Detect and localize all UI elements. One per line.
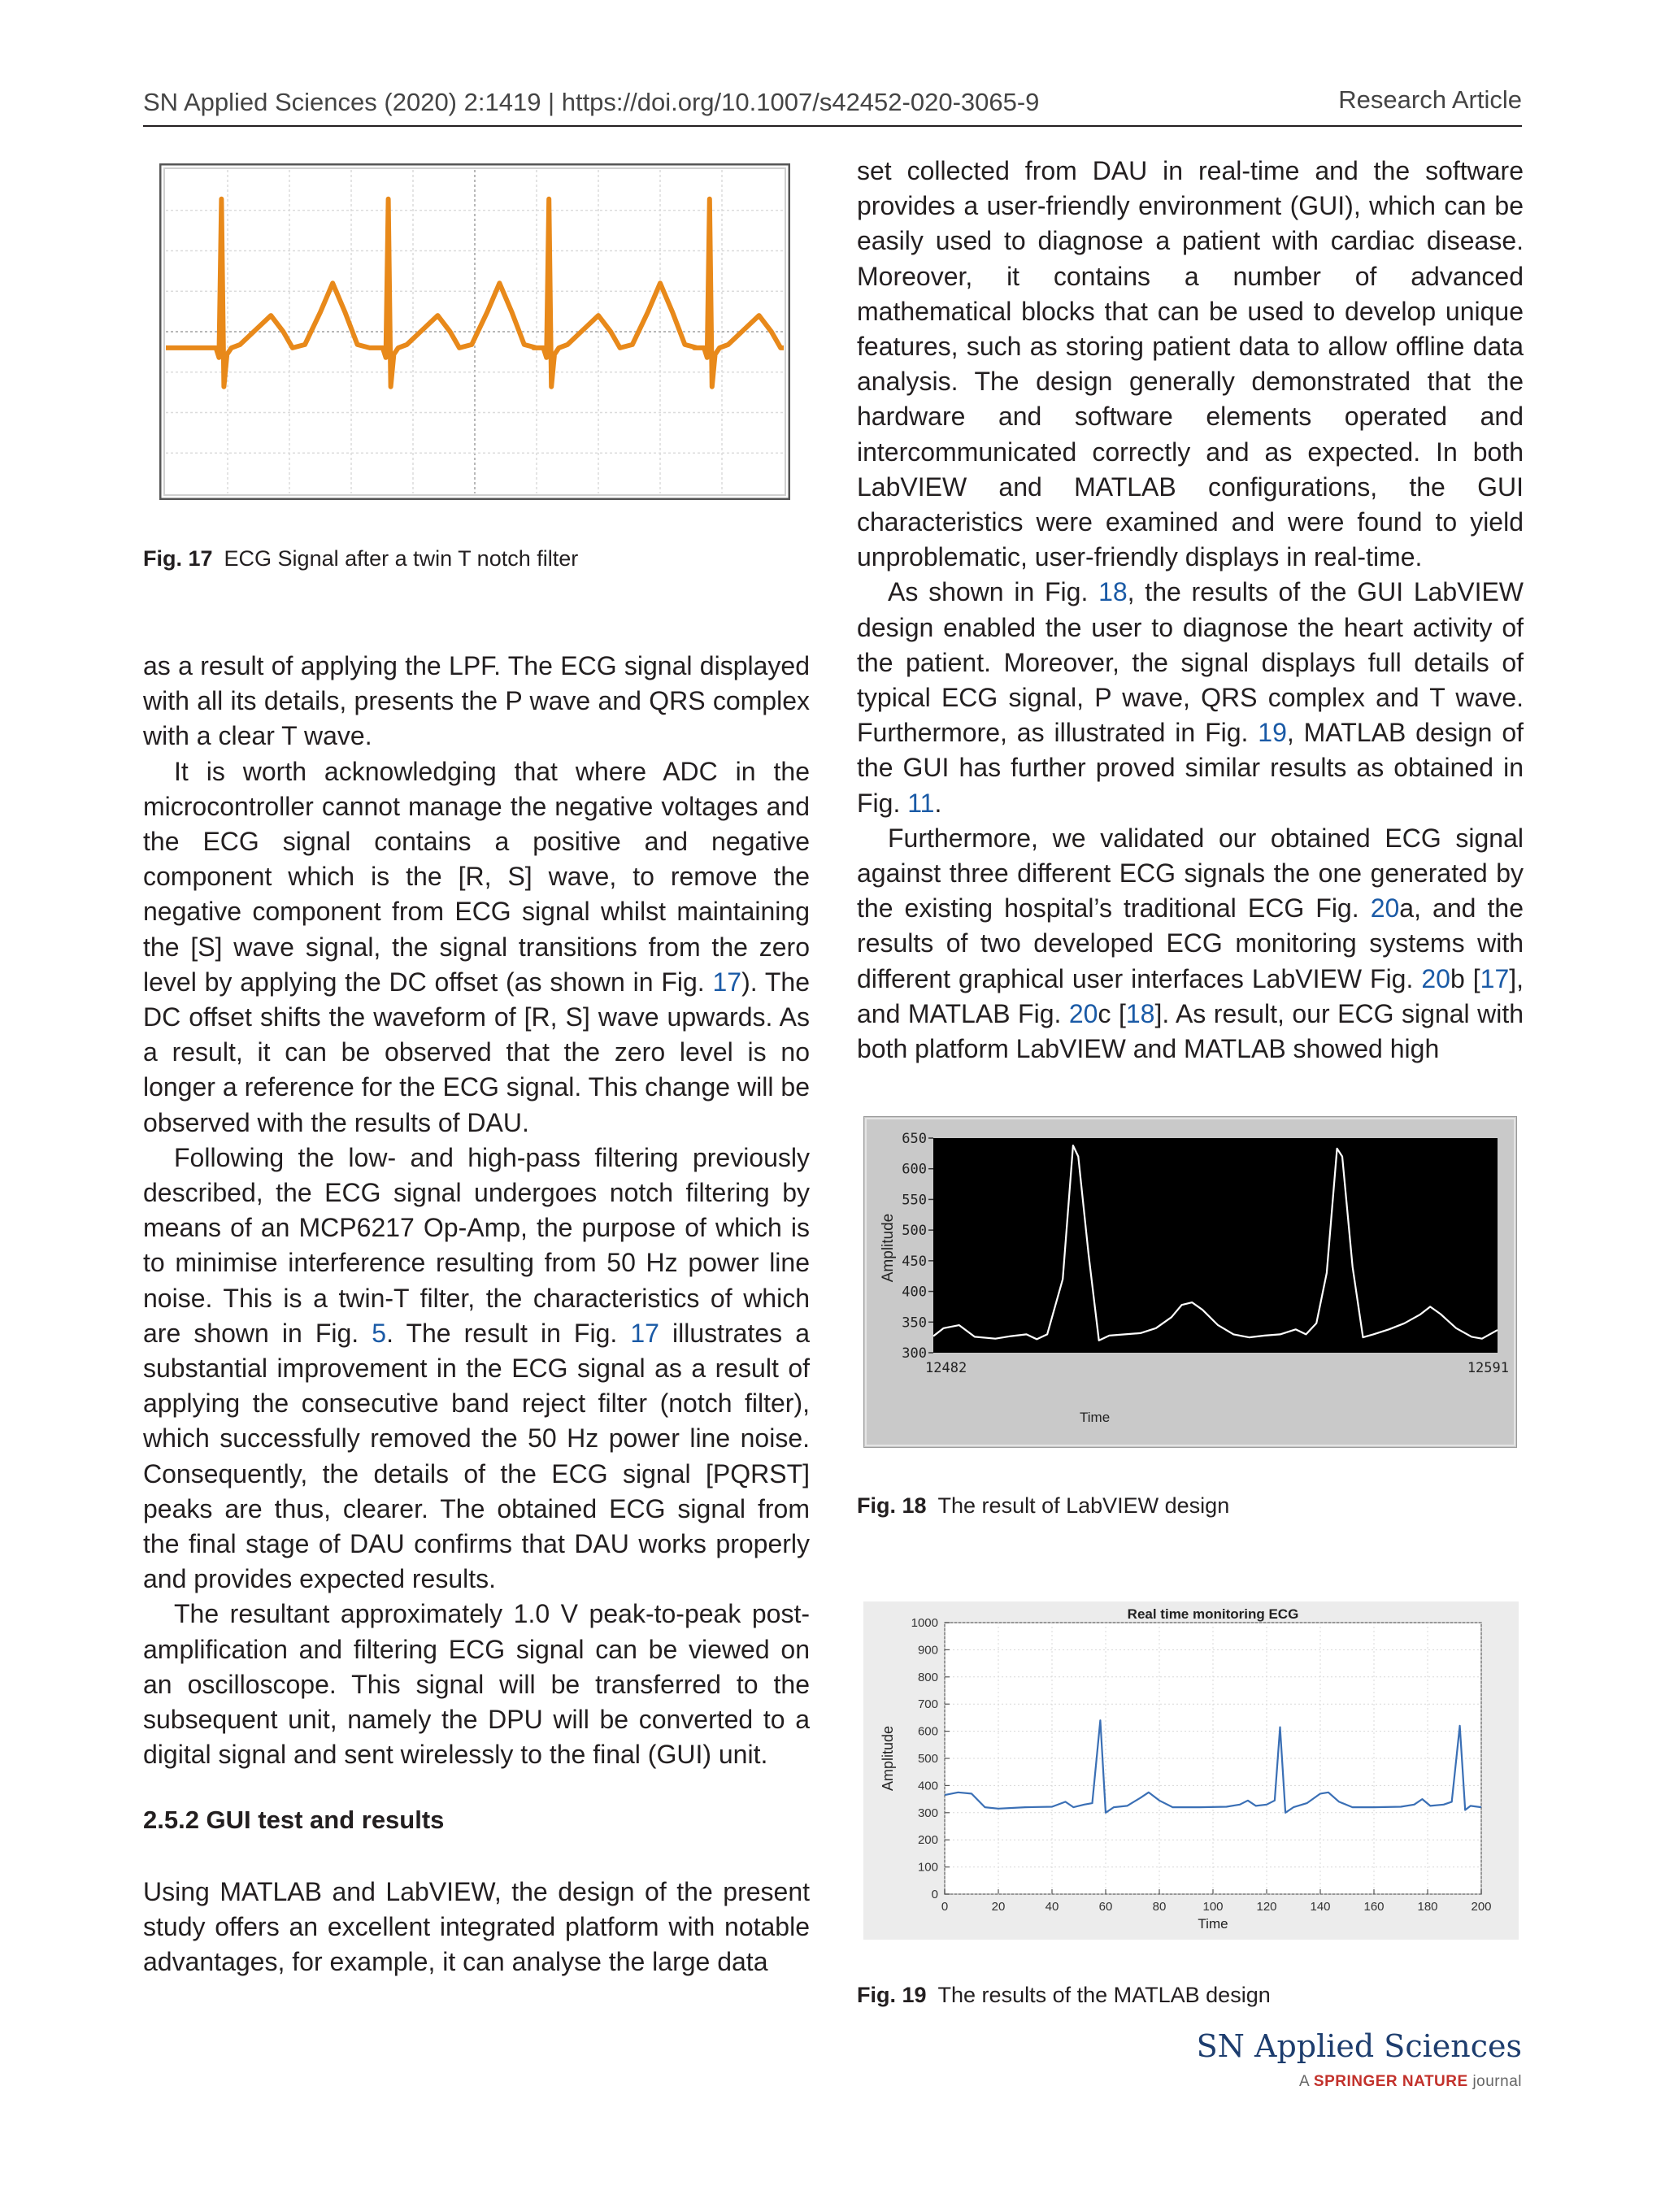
x-tick-label: 180 (1417, 1900, 1438, 1914)
figure-reference-link[interactable]: 17 (630, 1318, 659, 1348)
fig19-caption: Fig. 19 The results of the MATLAB design (857, 1983, 1271, 2007)
x-tick-label: 0 (941, 1900, 949, 1914)
x-tick-label: 140 (1310, 1900, 1331, 1914)
left-column-text-top (143, 649, 810, 1773)
paragraph: as a result of applying the LPF. The ECG signal displayed with all its details, presents the P wave and QRS complex with a clear T wave. (143, 651, 810, 751)
y-tick-label: 350 (902, 1315, 927, 1332)
citation-reference-link[interactable]: 18 (1125, 998, 1155, 1028)
figure-reference-link[interactable]: 5 (372, 1318, 387, 1348)
paragraph: set collected from DAU in real-time and the software provides a user-friendly environment (GUI), which can be easily used to diagnose a patient with cardiac disease. Moreover, it contains a number of advanced mathematical blocks that can be used to develop unique features, such as storing patient data to allow offline data analysis. The design generally demonstrated that the hardware and software elements operated and intercommunicated correctly and as expected. In both LabVIEW and MATLAB configurations, the GUI characteristics were examined and were found to yield unproblematic, user-friendly displays in real-time. (857, 156, 1524, 572)
figure-reference-link[interactable]: 20 (1370, 893, 1400, 923)
fig18-caption: Fig. 18 The result of LabVIEW design (857, 1493, 1230, 1518)
x-tick-label: 200 (1471, 1900, 1492, 1914)
figure-reference-link[interactable]: 17 (712, 967, 742, 997)
y-tick-label: 600 (917, 1724, 938, 1739)
y-tick-label: 900 (917, 1643, 938, 1658)
y-tick-label: 500 (917, 1752, 938, 1766)
citation-reference-link[interactable]: 17 (1480, 963, 1510, 993)
x-tick-label: 60 (1098, 1900, 1113, 1914)
y-tick-label: 450 (902, 1253, 927, 1270)
figure-reference-link[interactable]: 19 (1258, 718, 1287, 748)
y-tick-label: 500 (902, 1223, 927, 1240)
x-tick-label: 20 (991, 1900, 1006, 1914)
y-tick-label: 300 (902, 1345, 927, 1362)
figure-reference-link[interactable]: 20 (1068, 998, 1098, 1028)
y-tick-label: 300 (917, 1806, 938, 1820)
y-tick-label: 700 (917, 1697, 938, 1712)
y-tick-label: 400 (902, 1284, 927, 1301)
x-axis-label: Time (1198, 1916, 1228, 1932)
left-column-text-bottom (143, 1875, 810, 1980)
y-tick-label: 650 (902, 1131, 927, 1147)
x-tick-label: 160 (1363, 1900, 1385, 1914)
right-column-text (857, 154, 1524, 1067)
y-tick-label: 400 (917, 1779, 938, 1793)
figure-reference-link[interactable]: 20 (1421, 963, 1450, 993)
paragraph: Furthermore, we validated our obtained ECG signal against three different ECG signals the one generated by the existing hospital’s traditional ECG Fig. 20a, and the results of two developed ECG monitoring systems with different graphical user interfaces LabVIEW Fig. 20b [17], and MATLAB Fig. 20c [18]. As result, our ECG signal with both platform LabVIEW and MATLAB showed high (857, 823, 1524, 1064)
journal-logo-text: SN Applied Sciences (1196, 2028, 1522, 2064)
journal-tagline: A SPRINGER NATURE journal (1298, 2073, 1522, 2090)
y-tick-label: 200 (917, 1833, 938, 1848)
fig19-matlab-plot (863, 1601, 1519, 1940)
paragraph: Following the low- and high-pass filtering previously described, the ECG signal undergoes notch filtering by means of an MCP6217 Op-Amp, the purpose of which is to minimise interference resulting from 50 Hz power line noise. This is a twin-T filter, the characteristics of which are shown in Fig. 5. The result in Fig. 17 illustrates a substantial improvement in the ECG signal as a result of applying the consecutive band reject filter (notch filter), which successfully removed the 50 Hz power line noise. Consequently, the details of the ECG signal [PQRST] peaks are thus, clearer. The obtained ECG signal from the final stage of DAU confirms that DAU works properly and provides expected results. (143, 1142, 811, 1594)
running-header-citation: SN Applied Sciences (2020) 2:1419 | https://doi.org/10.1007/s42452-020-3065-9 (143, 88, 1040, 116)
x-tick-label: 100 (1202, 1900, 1224, 1914)
chart-title: Real time monitoring ECG (1127, 1606, 1299, 1622)
paragraph: Using MATLAB and LabVIEW, the design of the present study offers an excellent integrated platform with notable advantages, for example, it can analyse the large data (143, 1877, 810, 1977)
y-tick-label: 550 (902, 1192, 927, 1209)
paragraph: It is worth acknowledging that where ADC in the microcontroller cannot manage the negative voltages and the ECG signal contains a positive and negative component which is the [R, S] wave, to remove the negative component from ECG signal whilst maintaining the [S] wave signal, the signal transitions from the zero level by applying the DC offset (as shown in Fig. 17). The DC offset shifts the waveform of [R, S] wave upwards. As a result, it can be observed that the zero level is no longer a reference for the ECG signal. This change will be observed with the results of DAU. (143, 756, 811, 1137)
figure-reference-link[interactable]: 11 (907, 788, 935, 818)
header-rule (143, 125, 1522, 127)
paragraph: As shown in Fig. 18, the results of the GUI LabVIEW design enabled the user to diagnose the heart activity of the patient. Moreover, the signal displays full details of typical ECG signal, P wave, QRS complex and T wave. Furthermore, as illustrated in Fig. 19, MATLAB design of the GUI has further proved similar results as obtained in Fig. 11. (857, 577, 1524, 818)
figure-reference-link[interactable]: 18 (1098, 577, 1128, 607)
y-tick-label: 800 (917, 1670, 938, 1684)
x-tick-label: 40 (1045, 1900, 1059, 1914)
article-type-label: Research Article (1338, 85, 1522, 114)
x-tick-label: 120 (1256, 1900, 1277, 1914)
x-axis-label: Time (1080, 1410, 1111, 1425)
y-tick-label: 100 (917, 1860, 938, 1875)
fig17-caption: Fig. 17 ECG Signal after a twin T notch filter (143, 546, 579, 571)
x-tick-label: 12591 (1467, 1360, 1509, 1376)
y-tick-label: 0 (931, 1888, 938, 1901)
fig17-ecg-plot (159, 163, 790, 500)
y-tick-label: 1000 (911, 1616, 938, 1630)
y-tick-label: 600 (902, 1161, 927, 1178)
plot-area (933, 1138, 1498, 1353)
x-tick-label: 12482 (925, 1360, 967, 1376)
y-axis-label: Amplitude (880, 1213, 897, 1283)
fig18-labview-plot (863, 1116, 1517, 1448)
x-tick-label: 80 (1152, 1900, 1167, 1914)
paragraph: The resultant approximately 1.0 V peak-to-peak post-amplification and filtering ECG signal can be viewed on an oscilloscope. This signal will be transferred to the subsequent unit, namely the DPU will be converted to a digital signal and sent wirelessly to the final (GUI) unit. (143, 1599, 810, 1770)
y-axis-label: Amplitude (880, 1725, 896, 1792)
section-heading: 2.5.2 GUI test and results (143, 1806, 445, 1834)
